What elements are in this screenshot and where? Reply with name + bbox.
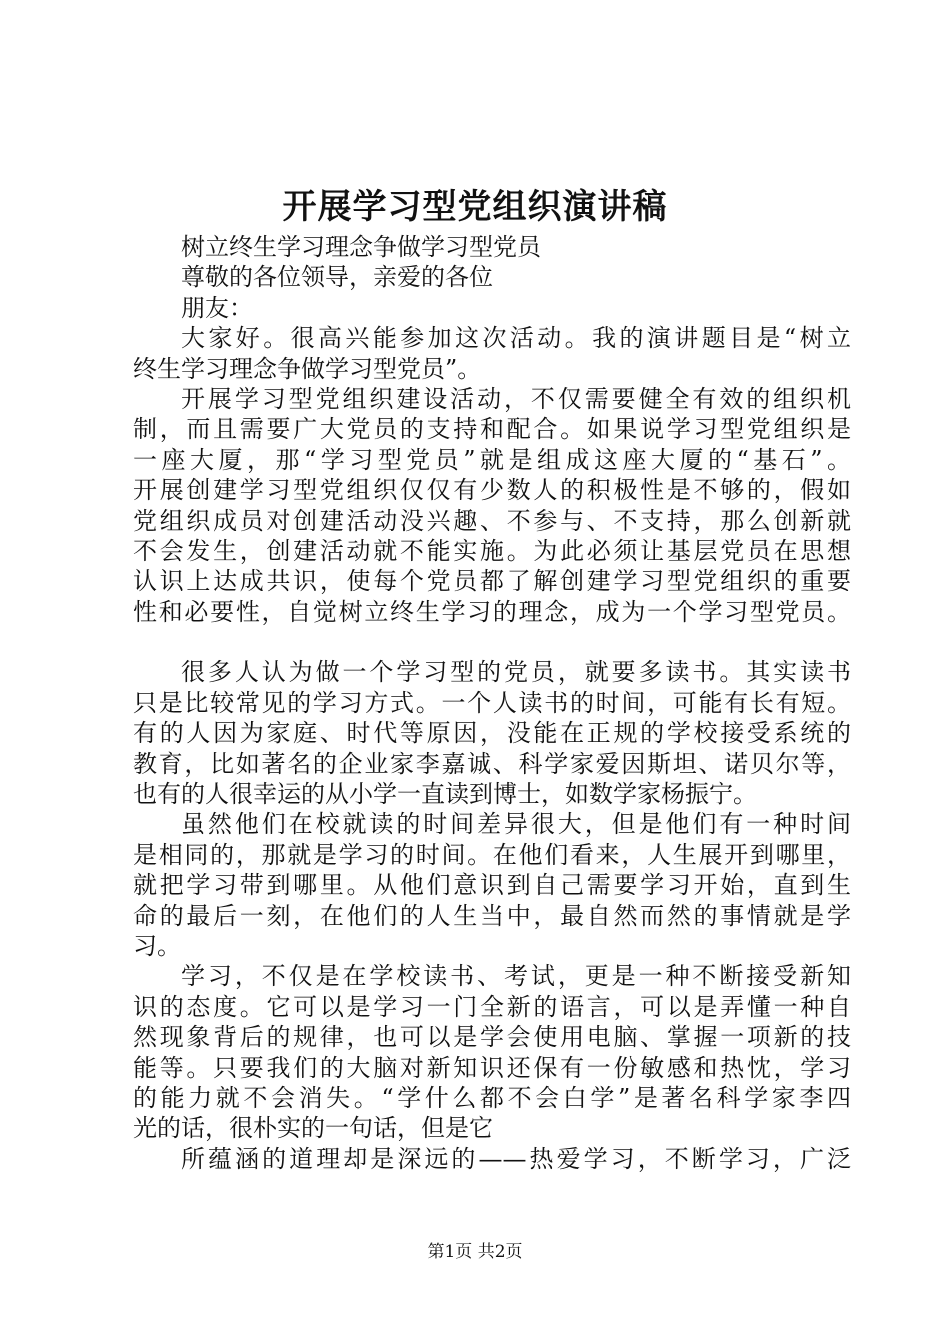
text-line: 尊敬的各位领导，亲爱的各位 xyxy=(181,263,493,292)
text-line: 虽然他们在校就读的时间差异很大，但是他们有一种时间 xyxy=(181,810,851,839)
text-line: 能等。只要我们的大脑对新知识还保有一份敏感和热忱，学习 xyxy=(133,1053,851,1082)
text-line: 树立终生学习理念争做学习型党员 xyxy=(181,233,541,261)
text-line: 教育，比如著名的企业家李嘉诚、科学家爱因斯坦、诺贝尔等， xyxy=(133,749,851,778)
text-line: 是相同的，那就是学习的时间。在他们看来，人生展开到哪里， xyxy=(133,840,851,869)
text-line: 所蕴涵的道理却是深远的——热爱学习，不断学习，广泛 xyxy=(181,1144,851,1173)
text-line: 认识上达成共识，使每个党员都了解创建学习型党组织的重要 xyxy=(133,567,851,596)
text-line: 然现象背后的规律，也可以是学会使用电脑、掌握一项新的技 xyxy=(133,1023,851,1052)
text-line: 性和必要性，自觉树立终生学习的理念，成为一个学习型党员。 xyxy=(133,597,851,626)
text-line: 开展创建学习型党组织仅仅有少数人的积极性是不够的，假如 xyxy=(133,476,851,505)
page-number-label: 第1页 共2页 xyxy=(427,1242,523,1262)
text-line: 习。 xyxy=(133,931,181,960)
text-line: 很多人认为做一个学习型的党员，就要多读书。其实读书 xyxy=(181,658,851,687)
text-line: 光的话，很朴实的一句话，但是它 xyxy=(133,1114,493,1143)
text-line: 开展学习型党组织建设活动，不仅需要健全有效的组织机 xyxy=(181,384,851,413)
text-line: 识的态度。它可以是学习一门全新的语言，可以是弄懂一种自 xyxy=(133,992,851,1021)
text-line: 制，而且需要广大党员的支持和配合。如果说学习型党组织是 xyxy=(133,415,851,444)
text-line: 不会发生，创建活动就不能实施。为此必须让基层党员在思想 xyxy=(133,536,851,565)
document-body xyxy=(133,232,851,1174)
blank-line xyxy=(133,627,851,657)
text-line: 学习，不仅是在学校读书、考试，更是一种不断接受新知 xyxy=(181,962,851,991)
text-line: 一座大厦，那“学习型党员”就是组成这座大厦的“基石”。 xyxy=(133,445,851,474)
text-line: 大家好。很高兴能参加这次活动。我的演讲题目是“树立 xyxy=(181,324,851,353)
text-line: 命的最后一刻，在他们的人生当中，最自然而然的事情就是学 xyxy=(133,901,851,930)
text-line: 朋友： xyxy=(181,293,253,322)
text-line: 终生学习理念争做学习型党员”。 xyxy=(133,354,482,383)
text-line: 的能力就不会消失。“学什么都不会白学”是著名科学家李四 xyxy=(133,1083,851,1112)
text-line: 党组织成员对创建活动没兴趣、不参与、不支持，那么创新就 xyxy=(133,506,851,535)
text-line: 就把学习带到哪里。从他们意识到自己需要学习开始，直到生 xyxy=(133,871,851,900)
page-footer xyxy=(0,1240,950,1264)
text-line: 有的人因为家庭、时代等原因，没能在正规的学校接受系统的 xyxy=(133,719,851,748)
document-title: 开展学习型党组织演讲稿 xyxy=(282,187,668,227)
text-line: 也有的人很幸运的从小学一直读到博士，如数学家杨振宁。 xyxy=(133,780,757,809)
text-line: 只是比较常见的学习方式。一个人读书的时间，可能有长有短。 xyxy=(133,688,851,717)
